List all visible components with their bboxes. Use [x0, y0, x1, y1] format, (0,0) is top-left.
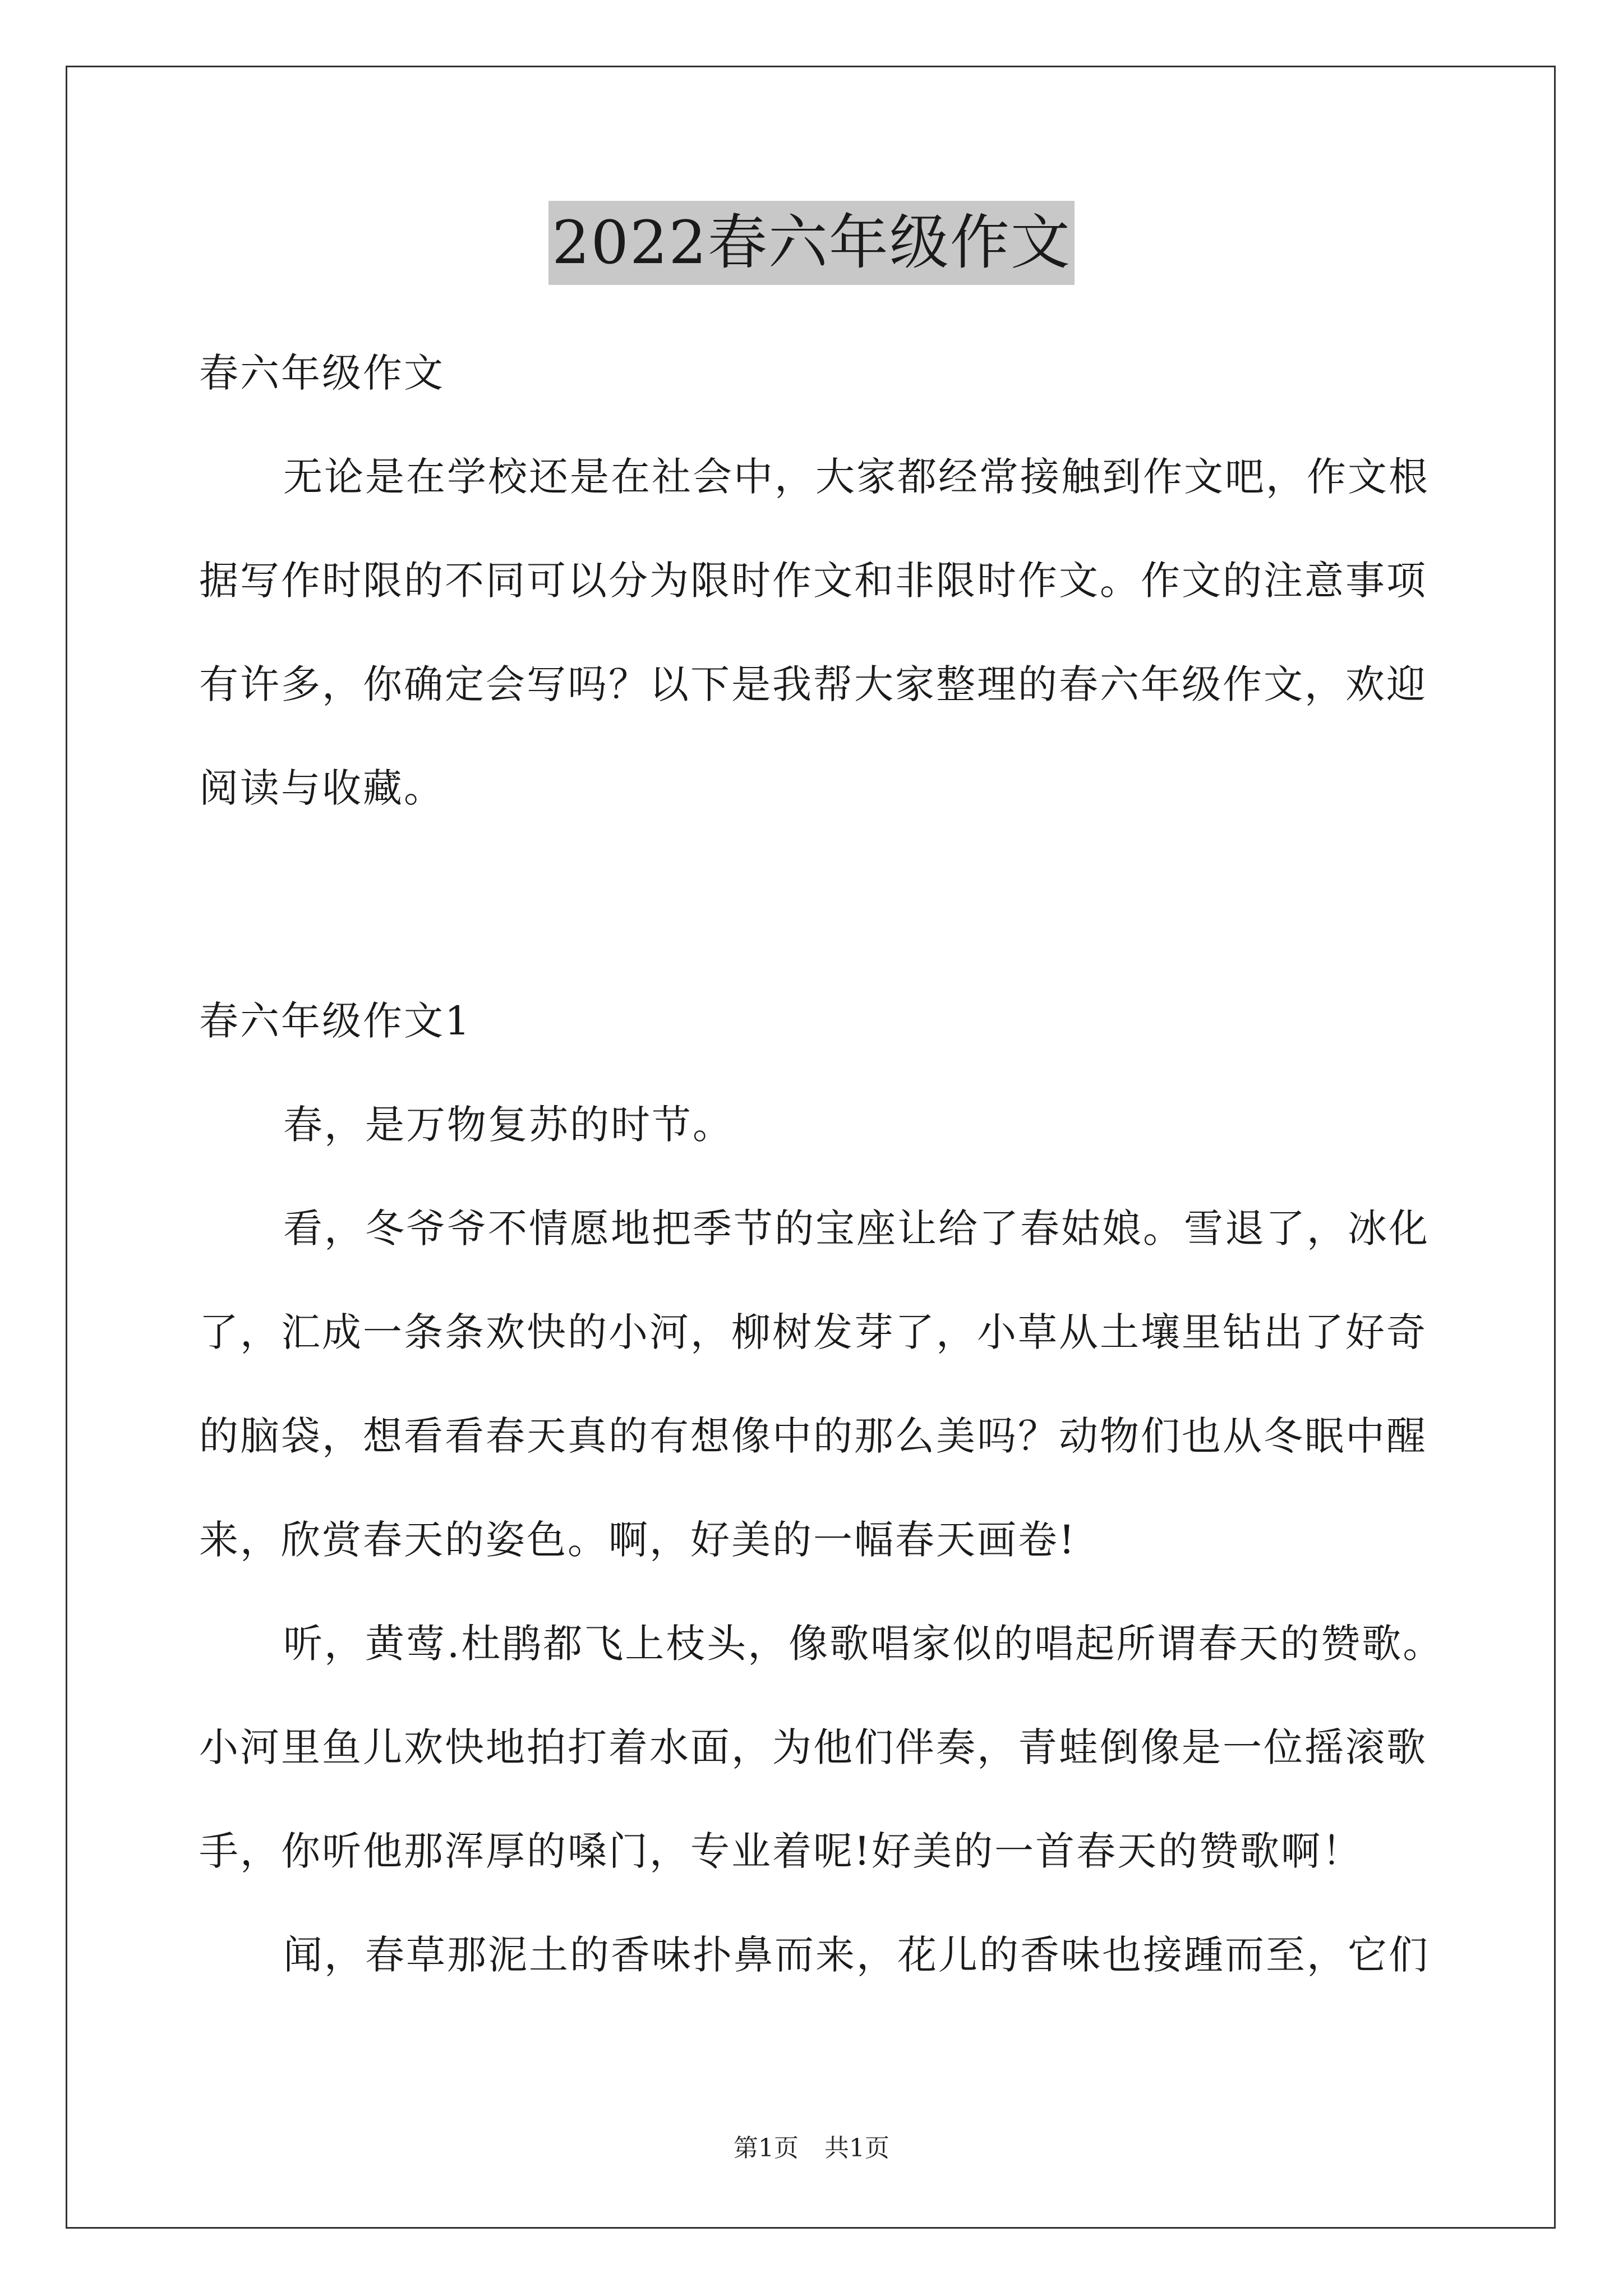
- body-line: 手，你听他那浑厚的嗓门，专业着呢!好美的一首春天的赞歌啊！: [199, 1828, 1363, 1874]
- title-container: [0, 201, 1623, 285]
- body-line: 据写作时限的不同可以分为限时作文和非限时作文。作文的注意事项: [199, 558, 1427, 604]
- body-line: 闻，春草那泥土的香味扑鼻而来，花儿的香味也接踵而至，它们: [283, 1932, 1430, 1978]
- page-number-total: 共1页: [824, 2134, 889, 2162]
- body-line: 看，冬爷爷不情愿地把季节的宝座让给了春姑娘。雪退了，冰化: [283, 1205, 1430, 1251]
- body-line: 春，是万物复苏的时节。: [283, 1102, 734, 1148]
- body-line: 了，汇成一条条欢快的小河，柳树发芽了，小草从土壤里钻出了好奇: [199, 1309, 1427, 1355]
- page-number-current: 第1页: [734, 2134, 799, 2162]
- section-heading: 春六年级作文1: [199, 998, 472, 1044]
- document-title: 2022春六年级作文: [548, 201, 1075, 285]
- section-heading: 春六年级作文: [199, 350, 445, 396]
- body-line: 来，欣赏春天的姿色。啊，好美的一幅春天画卷!: [199, 1517, 1077, 1563]
- body-line: 阅读与收藏。: [199, 765, 445, 811]
- body-line: 有许多，你确定会写吗？以下是我帮大家整理的春六年级作文，欢迎: [199, 661, 1427, 707]
- body-line: 无论是在学校还是在社会中，大家都经常接触到作文吧，作文根: [283, 454, 1430, 500]
- body-line: 听，黄莺.杜鹃都飞上枝头，像歌唱家似的唱起所谓春天的赞歌。: [283, 1621, 1444, 1667]
- body-line: 小河里鱼儿欢快地拍打着水面，为他们伴奏，青蛙倒像是一位摇滚歌: [199, 1724, 1427, 1770]
- page-footer: [0, 2132, 1623, 2165]
- body-line: 的脑袋，想看看春天真的有想像中的那么美吗？动物们也从冬眠中醒: [199, 1413, 1427, 1459]
